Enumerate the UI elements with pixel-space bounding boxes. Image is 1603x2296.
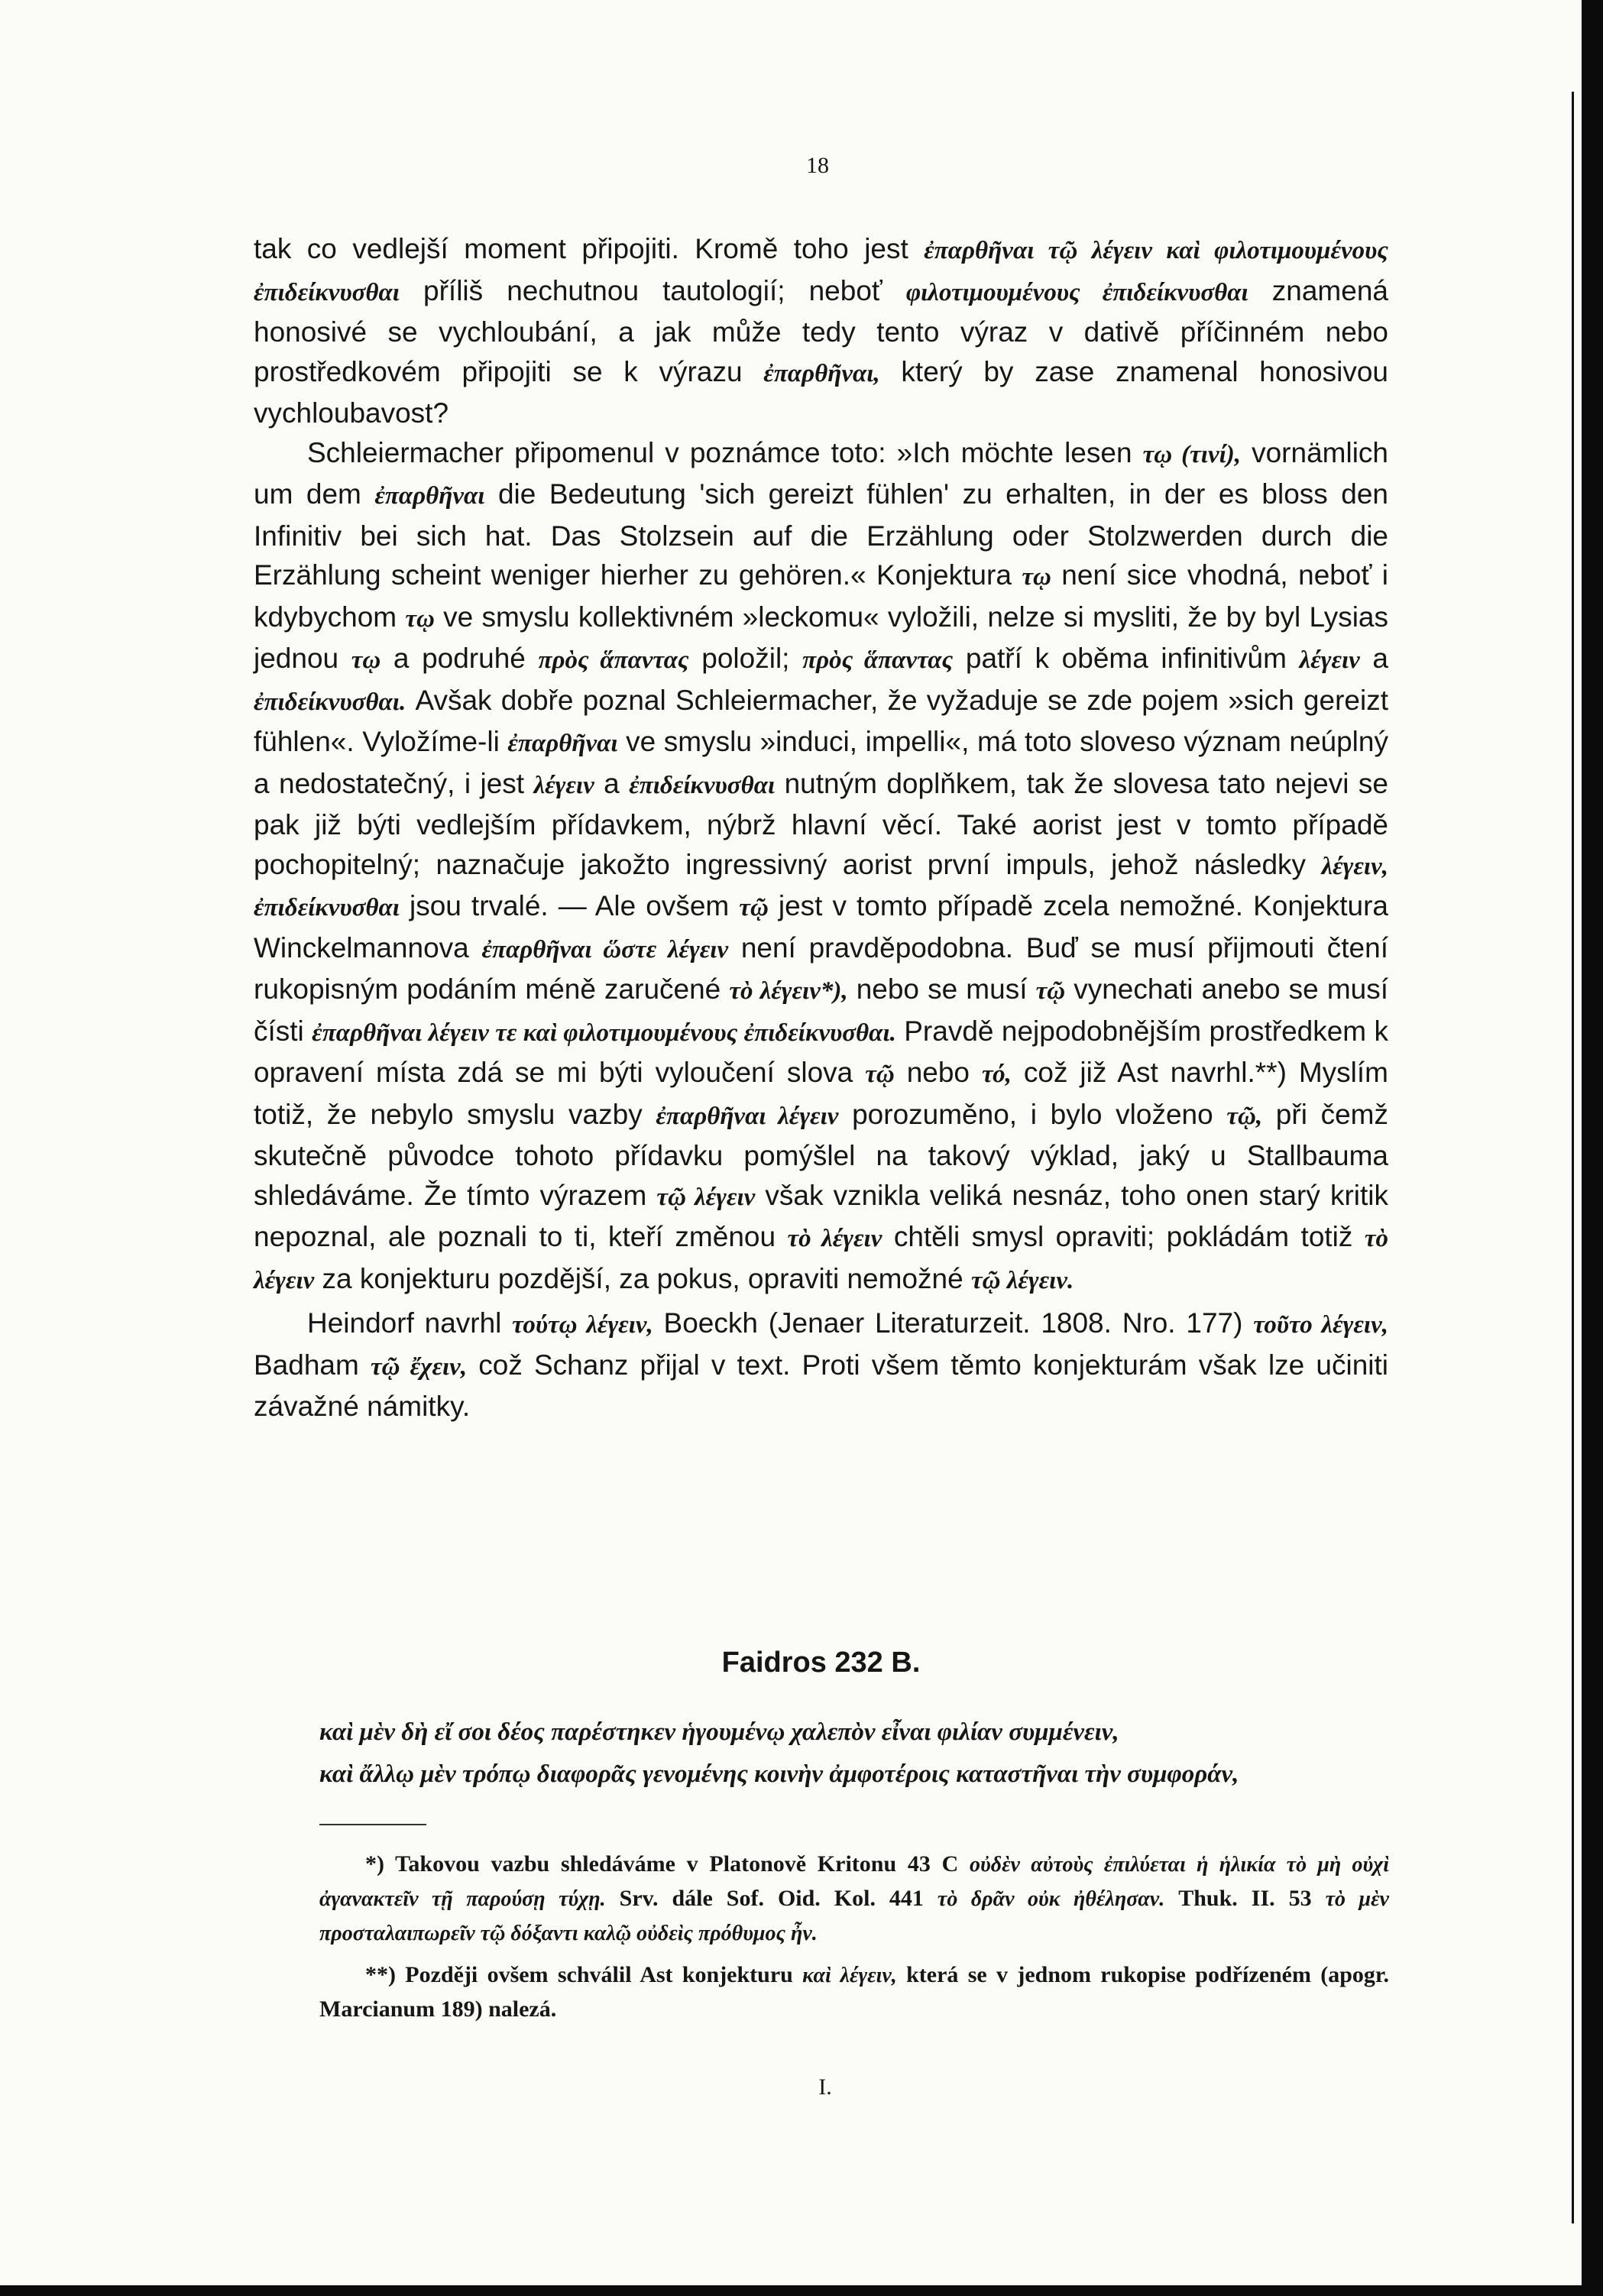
page-number: 18 [806,153,829,178]
text-run: a podruhé [381,643,539,674]
text-run: die Bedeutung 'sich gereizt fühlen' zu erhalten, in der es bloss den Infinitiv bei sich hat. Das Stolzsein auf die Erzählung oder Stolzwerden durch die Erzählung scheint weniger hierher zu gehören.« Konjektura [254,478,1389,591]
paragraph-3 [254,1303,1388,1426]
text-run: nutným doplňkem, tak že slovesa tato nejevi se pak již býti vedlejším přídavkem, nýbrž hlavní věcí. Také aorist jest v tomto případě pochopitelný; naznačuje jakožto ingressivný aorist první impuls, jehož následky [254,767,1388,880]
footnote-1 [319,1847,1389,1951]
text-run: za konjekturu pozdější, za pokus, opraviti nemožné [314,1262,971,1294]
text-run: vornämlich um dem [254,436,1388,510]
footnote-2 [319,1958,1389,2026]
greek-phrase: ἐπιδείκνυσθαι [629,771,776,799]
text-run: položil; [688,643,803,674]
greek-phrase: ἐπαρθῆναι, [763,359,880,387]
greek-phrase: πρὸς ἅπαντας [802,646,954,674]
text-run: což Schanz přijal v text. Proti všem těmto konjekturám však lze učiniti závažné námitky. [254,1349,1388,1422]
paragraph-1 [254,229,1388,433]
text-run: vynechati anebo se musí čísti [254,973,1388,1047]
greek-phrase: τό, [981,1061,1012,1088]
greek-phrase: λέγειν, ἐπιδείκνυσθαι [254,852,1388,921]
text-run: patří k oběma infinitivům [953,643,1300,674]
greek-phrase: τὸ λέγειν [787,1225,882,1252]
greek-phrase: οὐδὲν αὐτοὺς ἐπιλύεται ἡ ἡλικία τὸ μὴ οὐχὶ ἀγανακτεῖν τῇ παρούσῃ τύχῃ. [319,1853,1390,1911]
greek-phrase: τῷ λέγειν [656,1183,756,1211]
signature-mark: I. [818,2074,832,2100]
text-run: a [1359,643,1389,674]
text-run: při čemž skutečně původce tohoto přídavku pomýšlel na takový výklad, jaký u Stallbauma shledáváme. Že tímto výrazem [254,1098,1389,1211]
text-run: nebo [894,1057,982,1088]
greek-quote [319,1711,1389,1796]
greek-phrase: ἐπιδείκνυσθαι. [254,688,406,716]
text-run: není pravděpodobna. Buď se musí přijmouti čtení rukopisným podáním méně zaručené [254,931,1388,1005]
greek-phrase: ἐπαρθῆναι λέγειν [656,1102,839,1130]
text-run: která se v jednom rukopise podřízeném (apogr. Marcianum 189) nalezá. [319,1962,1389,2022]
text-run: Schleiermacher připomenul v poznámce toto: »Ich möchte lesen [307,436,1143,468]
greek-phrase: τὸ λέγειν [254,1225,1389,1294]
greek-phrase: τὸ λέγειν*), [729,977,848,1005]
text-run: jest v tomto případě zcela nemožné. Konjektura Winckelmannova [254,890,1388,963]
text-run: však vznikla veliká nesnáz, toho onen starý kritik nepoznal, ale poznali to ti, kteří změnou [254,1179,1388,1252]
scan-border-line [1572,92,1574,2223]
text-run: ve smyslu »induci, impelli«, má toto sloveso význam neúplný a nedostatečný, i jest [254,726,1388,799]
text-run: Avšak dobře poznal Schleiermacher, že vyžaduje se zde pojem »sich gereizt fühlen«. Vyložíme-li [254,684,1388,757]
text-run: tak co vedlejší moment připojiti. Kromě toho jest [254,233,925,264]
text-run: Thuk. II. 53 [1164,1886,1326,1911]
body-text [254,229,1388,1426]
text-run: jsou trvalé. — Ale ovšem [399,890,740,921]
text-run: Srv. dále Sof. Oid. Kol. 441 [605,1886,938,1911]
greek-phrase: τοῦτο λέγειν, [1253,1311,1388,1339]
text-run: Heindorf navrhl [307,1307,513,1339]
text-run: Badham [254,1349,371,1381]
text-run: *) Takovou vazbu shledáváme v Platonově Kritonu 43 C [365,1851,970,1877]
greek-phrase: τῳ [405,604,435,633]
greek-phrase: τῷ ἔχειν, [370,1352,468,1381]
text-run: což již Ast navrhl.**) Myslím totiž, že nebylo smyslu vazby [254,1057,1388,1130]
greek-phrase: τῷ [865,1061,895,1088]
scan-edge-right [1582,0,1603,2296]
greek-phrase: λέγειν [1299,646,1360,674]
greek-phrase: τούτῳ λέγειν, [512,1311,653,1339]
text-run: nebo se musí [847,973,1036,1005]
scan-edge-bottom [0,2285,1603,2296]
greek-phrase: τῳ [1022,563,1051,591]
greek-phrase: τῳ (τινί), [1142,440,1242,468]
text-run: porozuměno, i bylo vloženo [838,1098,1227,1130]
quote-line: καὶ ἄλλῳ μὲν τρόπῳ διαφορᾶς γενομένης κοινὴν ἀμφοτέροις καταστῆναι τὴν συμφοράν, [319,1760,1239,1788]
greek-phrase: τῷ [739,894,769,921]
text-run: Boeckh (Jenaer Literaturzeit. 1808. Nro. 177) [653,1307,1254,1339]
paragraph-2 [254,433,1388,1301]
text-run: a [594,767,630,799]
text-run: chtěli smysl opraviti; pokládám totiž [882,1221,1365,1252]
text-run: Pravdě nejpodobnějším prostředkem k opravení místa zdá se mi býti vyloučení slova [254,1015,1388,1088]
greek-phrase: τῳ [351,646,381,674]
text-run: příliš nechutnou tautologií; neboť [399,274,906,306]
text-run: který by zase znamenal honosivou vychloubavost? [254,355,1388,429]
greek-phrase: ἐπαρθῆναι τῷ λέγειν καὶ φιλοτιμουμένους ἐπιδείκνυσθαι [254,237,1389,306]
greek-phrase: πρὸς ἅπαντας [538,646,689,674]
greek-phrase: ἐπαρθῆναι λέγειν τε καὶ φιλοτιμουμένους ἐπιδείκνυσθαι. [312,1018,896,1047]
greek-phrase: τῷ λέγειν. [970,1266,1074,1294]
footnote-rule [319,1824,426,1825]
footnotes [319,1847,1389,2026]
text-run: ve smyslu kollektivném »leckomu« vyložili, nelze si mysliti, že by byl Lysias jednou [254,601,1388,674]
greek-phrase: τὸ δρᾶν οὐκ ἠθέλησαν. [937,1887,1165,1911]
greek-phrase: καὶ λέγειν, [802,1964,897,1987]
text-run: znamená honosivé se vychloubání, a jak může tedy tento výraz v dativě příčinném nebo prostředkovém připojiti se k výrazu [254,274,1388,387]
quote-line: καὶ μὲν δὴ εἴ σοι δέος παρέστηκεν ἡγουμένῳ χαλεπὸν εἶναι φιλίαν συμμένειν, [319,1718,1119,1746]
text-run: není sice vhodná, neboť i kdybychom [254,559,1388,633]
greek-phrase: ἐπαρθῆναι [374,482,485,510]
greek-phrase: φιλοτιμουμένους ἐπιδείκνυσθαι [905,278,1248,306]
greek-phrase: ἐπαρθῆναι [507,730,618,757]
greek-phrase: τῷ, [1226,1102,1263,1130]
greek-phrase: τῷ [1035,977,1066,1005]
section-heading: Faidros 232 B. [721,1647,921,1679]
greek-phrase: λέγειν [533,771,594,799]
text-run: **) Později ovšem schválil Ast konjekturu [365,1962,803,1987]
greek-phrase: τὸ μὲν προσταλαιπωρεῖν τῷ δόξαντι καλῷ οὐδεὶς πρόθυμος ἦν. [319,1887,1389,1945]
greek-phrase: ἐπαρθῆναι ὥστε λέγειν [481,935,729,963]
